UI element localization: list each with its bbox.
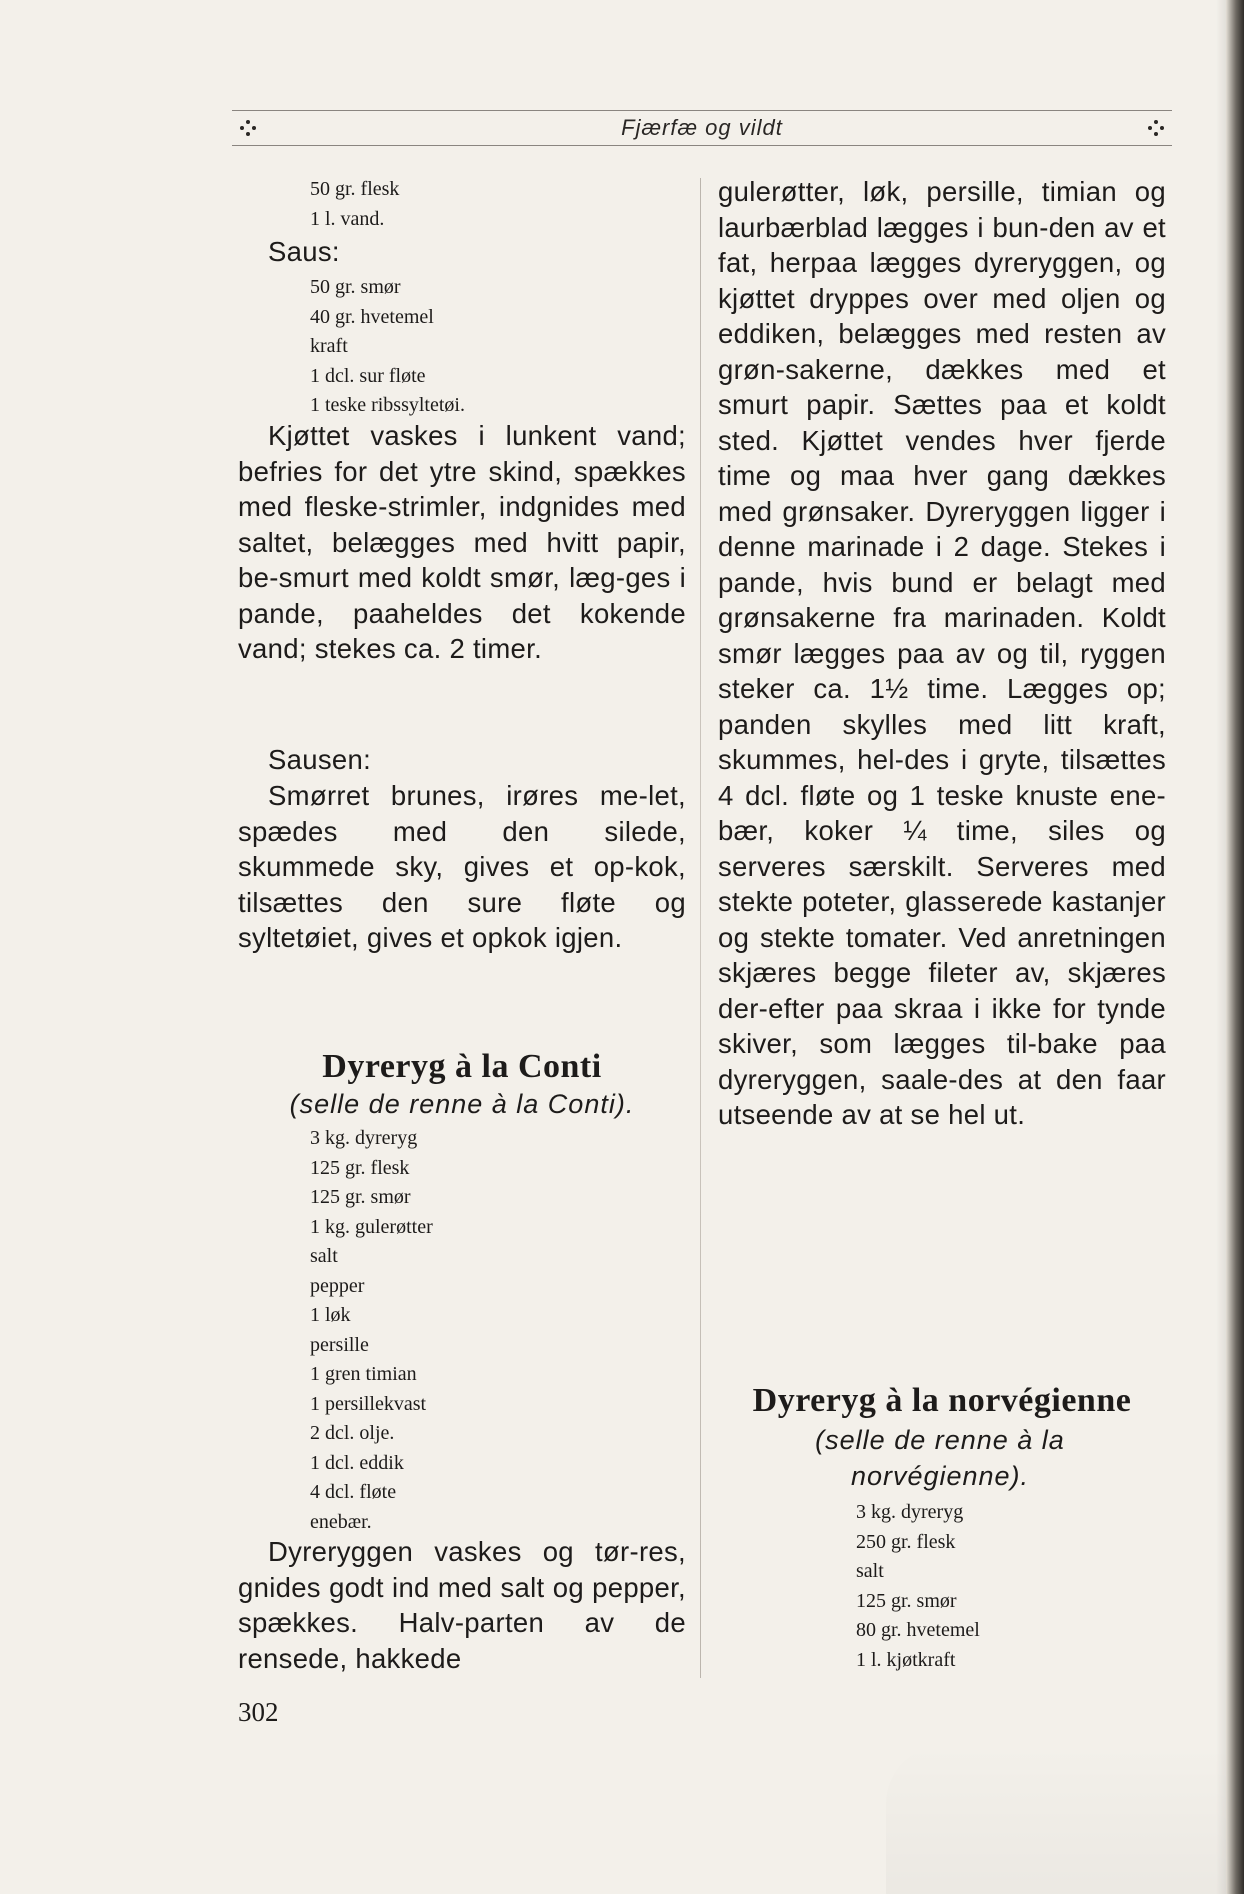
recipe-subtitle: (selle de renne à la Conti). [289, 1089, 635, 1119]
ingredient-item: 250 gr. flesk [856, 1530, 956, 1553]
ingredient-item: kraft [310, 335, 348, 357]
recipe-title: Dyreryg à la Conti [322, 1048, 602, 1085]
ingredient-item: 3 kg. dyreryg [310, 1127, 418, 1149]
ornament-icon [238, 118, 258, 138]
running-header [232, 112, 1172, 144]
ingredient-item: enebær. [310, 1510, 372, 1533]
ingredient-item: 1 kg. gulerøtter [310, 1215, 433, 1238]
ingredient-item: salt [856, 1560, 884, 1582]
ingredient-item: 1 gren timian [310, 1363, 417, 1385]
ingredient-item: 125 gr. smør [310, 1186, 411, 1208]
ingredient-item: 50 gr. flesk [310, 178, 400, 200]
ingredient-item: 1 dcl. eddik [310, 1451, 404, 1474]
ingredient-item: 125 gr. flesk [310, 1156, 410, 1179]
ingredient-item: 1 persillekvast [310, 1392, 427, 1415]
ingredient-item: 1 dcl. sur fløte [310, 364, 426, 387]
recipe-ingredient-list [310, 1124, 433, 1537]
recipe-ingredient-list [856, 1498, 980, 1675]
ingredient-item: 2 dcl. olje. [310, 1422, 395, 1444]
recipe-method-paragraph: Dyreryggen vaskes og tør-res, gnides godt ind med salt og pepper, spækkes. Halv-parten av de rensede, hakkede [238, 1536, 686, 1674]
ingredient-item: 50 gr. smør [310, 276, 401, 298]
ingredient-item: 3 kg. dyreryg [856, 1501, 964, 1523]
ingredient-item: persille [310, 1333, 369, 1356]
recipe-subtitle: (selle de renne à la norvégienne). [815, 1425, 1065, 1491]
ingredient-item: 1 l. kjøtkraft [856, 1648, 956, 1671]
book-spine-edge [1226, 0, 1244, 1894]
column-divider [700, 178, 701, 1678]
ingredient-item: 40 gr. hvetemel [310, 305, 434, 328]
saus-ingredient-list [310, 273, 465, 421]
ingredient-item: salt [310, 1245, 338, 1267]
ingredient-item: 1 teske ribssyltetøi. [310, 394, 465, 416]
page-number: 302 [238, 1697, 279, 1727]
ingredient-item: 80 gr. hvetemel [856, 1619, 980, 1641]
header-top-rule [232, 110, 1172, 111]
recipe-title: Dyreryg à la norvégienne [752, 1382, 1132, 1419]
sausen-method-paragraph: Smørret brunes, irøres me-let, spædes med den silede, skummede sky, gives et op-kok, tilsættes den sure fløte og syltetøiet, gives et opkok igjen. [238, 780, 686, 953]
ingredient-item: pepper [310, 1274, 365, 1297]
ornament-icon [1146, 118, 1166, 138]
ingredient-item: 125 gr. smør [856, 1589, 957, 1612]
method-continued-paragraph: gulerøtter, løk, persille, timian og laurbærblad lægges i bun-den av et fat, herpaa lægges dyreryggen, og kjøttet dryppes over med oljen og eddiken, belægges med resten av grøn-sakerne, dækkes med et smurt papir. Sættes paa et koldt sted. Kjøttet vendes hver fjerde time og maa hver gang dækkes med grønsaker. Dyreryggen ligger i denne marinade i 2 dage. Stekes i pande, hvis bund er belagt med grønsakerne fra marinaden. Koldt smør lægges paa av og til, ryggen steker ca. 1½ time. Lægges op; panden skylles med litt kraft, skummes, hel-des i gryte, tilsættes 4 dcl. fløte og 1 teske knuste ene-bær, koker ¼ time, siles og serveres særskilt. Serveres med stekte poteter, glasserede kastanjer og stekte tomater. Ved anretningen skjæres begge fileter av, skjæres der-efter paa skraa i ikke for tynde skiver, som lægges til-bake paa dyreryggen, saale-des at den faar utseende av at se hel ut. [718, 176, 1166, 1130]
page-shadow [1216, 0, 1226, 1894]
header-bottom-rule [232, 145, 1172, 146]
saus-label: Saus: [268, 236, 340, 267]
method-paragraph: Kjøttet vaskes i lunkent vand; befries for det ytre skind, spækkes med fleske-strimler, indgnides med saltet, belægges med hvitt papir, be-smurt med koldt smør, læg-ges i pande, paaheldes det kokende vand; stekes ca. 2 timer. [238, 420, 686, 664]
ingredient-list [310, 175, 399, 234]
sausen-label: Sausen: [268, 744, 372, 775]
page-corner-shadow [886, 1744, 1226, 1894]
running-header-title: Fjærfæ og vildt [621, 115, 783, 140]
ingredient-item: 4 dcl. fløte [310, 1481, 397, 1503]
ingredient-item: 1 l. vand. [310, 207, 385, 230]
ingredient-item: 1 løk [310, 1304, 351, 1326]
